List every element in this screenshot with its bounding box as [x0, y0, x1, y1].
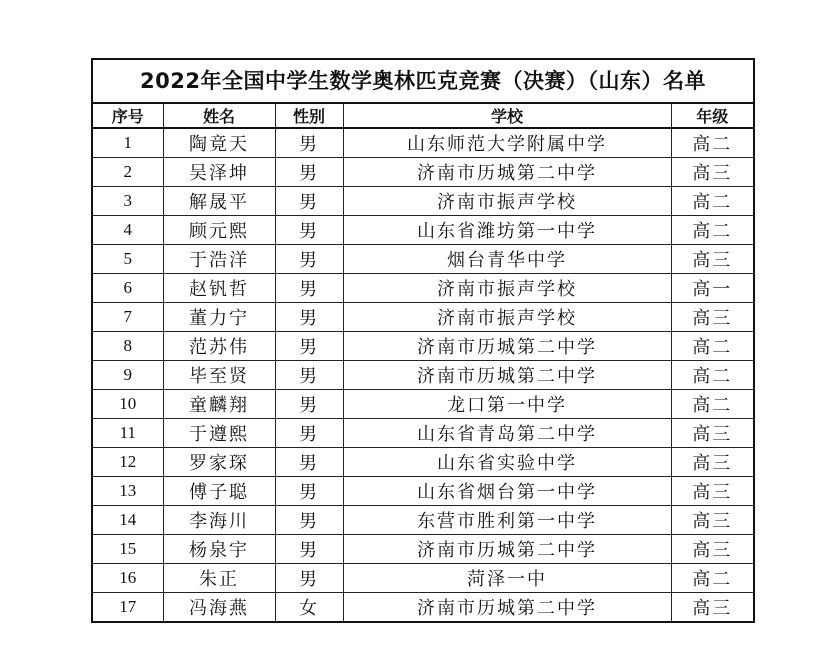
school-cell: 济南市历城第二中学 — [343, 332, 671, 361]
index-cell: 2 — [93, 158, 163, 187]
grade-cell: 高三 — [671, 535, 753, 564]
index-cell: 16 — [93, 564, 163, 593]
header-school: 学校 — [343, 104, 671, 128]
school-cell: 济南市振声学校 — [343, 187, 671, 216]
index-cell: 1 — [93, 128, 163, 158]
grade-cell: 高三 — [671, 419, 753, 448]
grade-cell: 高二 — [671, 216, 753, 245]
table-row — [93, 128, 753, 158]
name-cell: 傅子聪 — [163, 477, 275, 506]
school-cell: 龙口第一中学 — [343, 390, 671, 419]
name-cell: 杨泉宇 — [163, 535, 275, 564]
table-row — [93, 535, 753, 564]
name-cell: 罗家琛 — [163, 448, 275, 477]
name-cell: 朱正 — [163, 564, 275, 593]
gender-cell: 男 — [275, 158, 343, 187]
school-cell: 济南市振声学校 — [343, 274, 671, 303]
school-cell: 山东师范大学附属中学 — [343, 128, 671, 158]
name-cell: 解晟平 — [163, 187, 275, 216]
gender-cell: 男 — [275, 361, 343, 390]
school-cell: 济南市历城第二中学 — [343, 535, 671, 564]
index-cell: 10 — [93, 390, 163, 419]
grade-cell: 高三 — [671, 477, 753, 506]
grade-cell: 高三 — [671, 506, 753, 535]
grade-cell: 高三 — [671, 448, 753, 477]
grade-cell: 高三 — [671, 303, 753, 332]
gender-cell: 男 — [275, 187, 343, 216]
gender-cell: 男 — [275, 303, 343, 332]
school-cell: 东营市胜利第一中学 — [343, 506, 671, 535]
grade-cell: 高二 — [671, 187, 753, 216]
table-row — [93, 274, 753, 303]
school-cell: 山东省实验中学 — [343, 448, 671, 477]
document-title: 2022年全国中学生数学奥林匹克竞赛（决赛）（山东）名单 — [93, 60, 753, 104]
index-cell: 12 — [93, 448, 163, 477]
index-cell: 17 — [93, 593, 163, 622]
name-cell: 范苏伟 — [163, 332, 275, 361]
table-row — [93, 303, 753, 332]
school-cell: 菏泽一中 — [343, 564, 671, 593]
grade-cell: 高二 — [671, 390, 753, 419]
index-cell: 13 — [93, 477, 163, 506]
name-cell: 于遵熙 — [163, 419, 275, 448]
index-cell: 5 — [93, 245, 163, 274]
roster-sheet — [91, 58, 755, 623]
name-cell: 童麟翔 — [163, 390, 275, 419]
table-row — [93, 477, 753, 506]
name-cell: 冯海燕 — [163, 593, 275, 622]
grade-cell: 高二 — [671, 332, 753, 361]
index-cell: 15 — [93, 535, 163, 564]
gender-cell: 女 — [275, 593, 343, 622]
table-row — [93, 245, 753, 274]
name-cell: 陶竟天 — [163, 128, 275, 158]
name-cell: 赵钒哲 — [163, 274, 275, 303]
school-cell: 济南市历城第二中学 — [343, 361, 671, 390]
header-index: 序号 — [93, 104, 163, 128]
header-name: 姓名 — [163, 104, 275, 128]
table-row — [93, 593, 753, 622]
table-row — [93, 390, 753, 419]
index-cell: 6 — [93, 274, 163, 303]
table-row — [93, 187, 753, 216]
table-row — [93, 419, 753, 448]
name-cell: 吴泽坤 — [163, 158, 275, 187]
table-row — [93, 448, 753, 477]
table-row — [93, 216, 753, 245]
grade-cell: 高三 — [671, 245, 753, 274]
name-cell: 于浩洋 — [163, 245, 275, 274]
index-cell: 3 — [93, 187, 163, 216]
school-cell: 烟台青华中学 — [343, 245, 671, 274]
gender-cell: 男 — [275, 128, 343, 158]
index-cell: 8 — [93, 332, 163, 361]
gender-cell: 男 — [275, 535, 343, 564]
table-header-row — [93, 104, 753, 128]
header-gender: 性别 — [275, 104, 343, 128]
gender-cell: 男 — [275, 216, 343, 245]
gender-cell: 男 — [275, 390, 343, 419]
name-cell: 毕至贤 — [163, 361, 275, 390]
grade-cell: 高二 — [671, 564, 753, 593]
gender-cell: 男 — [275, 506, 343, 535]
index-cell: 4 — [93, 216, 163, 245]
index-cell: 11 — [93, 419, 163, 448]
name-cell: 顾元熙 — [163, 216, 275, 245]
roster-table — [93, 104, 753, 621]
school-cell: 济南市历城第二中学 — [343, 593, 671, 622]
index-cell: 7 — [93, 303, 163, 332]
header-grade: 年级 — [671, 104, 753, 128]
table-row — [93, 564, 753, 593]
table-row — [93, 361, 753, 390]
name-cell: 董力宁 — [163, 303, 275, 332]
gender-cell: 男 — [275, 477, 343, 506]
grade-cell: 高二 — [671, 361, 753, 390]
school-cell: 山东省青岛第二中学 — [343, 419, 671, 448]
school-cell: 济南市历城第二中学 — [343, 158, 671, 187]
gender-cell: 男 — [275, 419, 343, 448]
grade-cell: 高三 — [671, 158, 753, 187]
gender-cell: 男 — [275, 564, 343, 593]
grade-cell: 高三 — [671, 593, 753, 622]
gender-cell: 男 — [275, 448, 343, 477]
table-row — [93, 158, 753, 187]
school-cell: 山东省烟台第一中学 — [343, 477, 671, 506]
index-cell: 9 — [93, 361, 163, 390]
gender-cell: 男 — [275, 245, 343, 274]
school-cell: 济南市振声学校 — [343, 303, 671, 332]
gender-cell: 男 — [275, 332, 343, 361]
grade-cell: 高一 — [671, 274, 753, 303]
table-row — [93, 332, 753, 361]
table-row — [93, 506, 753, 535]
table-body — [93, 128, 753, 621]
index-cell: 14 — [93, 506, 163, 535]
school-cell: 山东省潍坊第一中学 — [343, 216, 671, 245]
gender-cell: 男 — [275, 274, 343, 303]
name-cell: 李海川 — [163, 506, 275, 535]
grade-cell: 高二 — [671, 128, 753, 158]
